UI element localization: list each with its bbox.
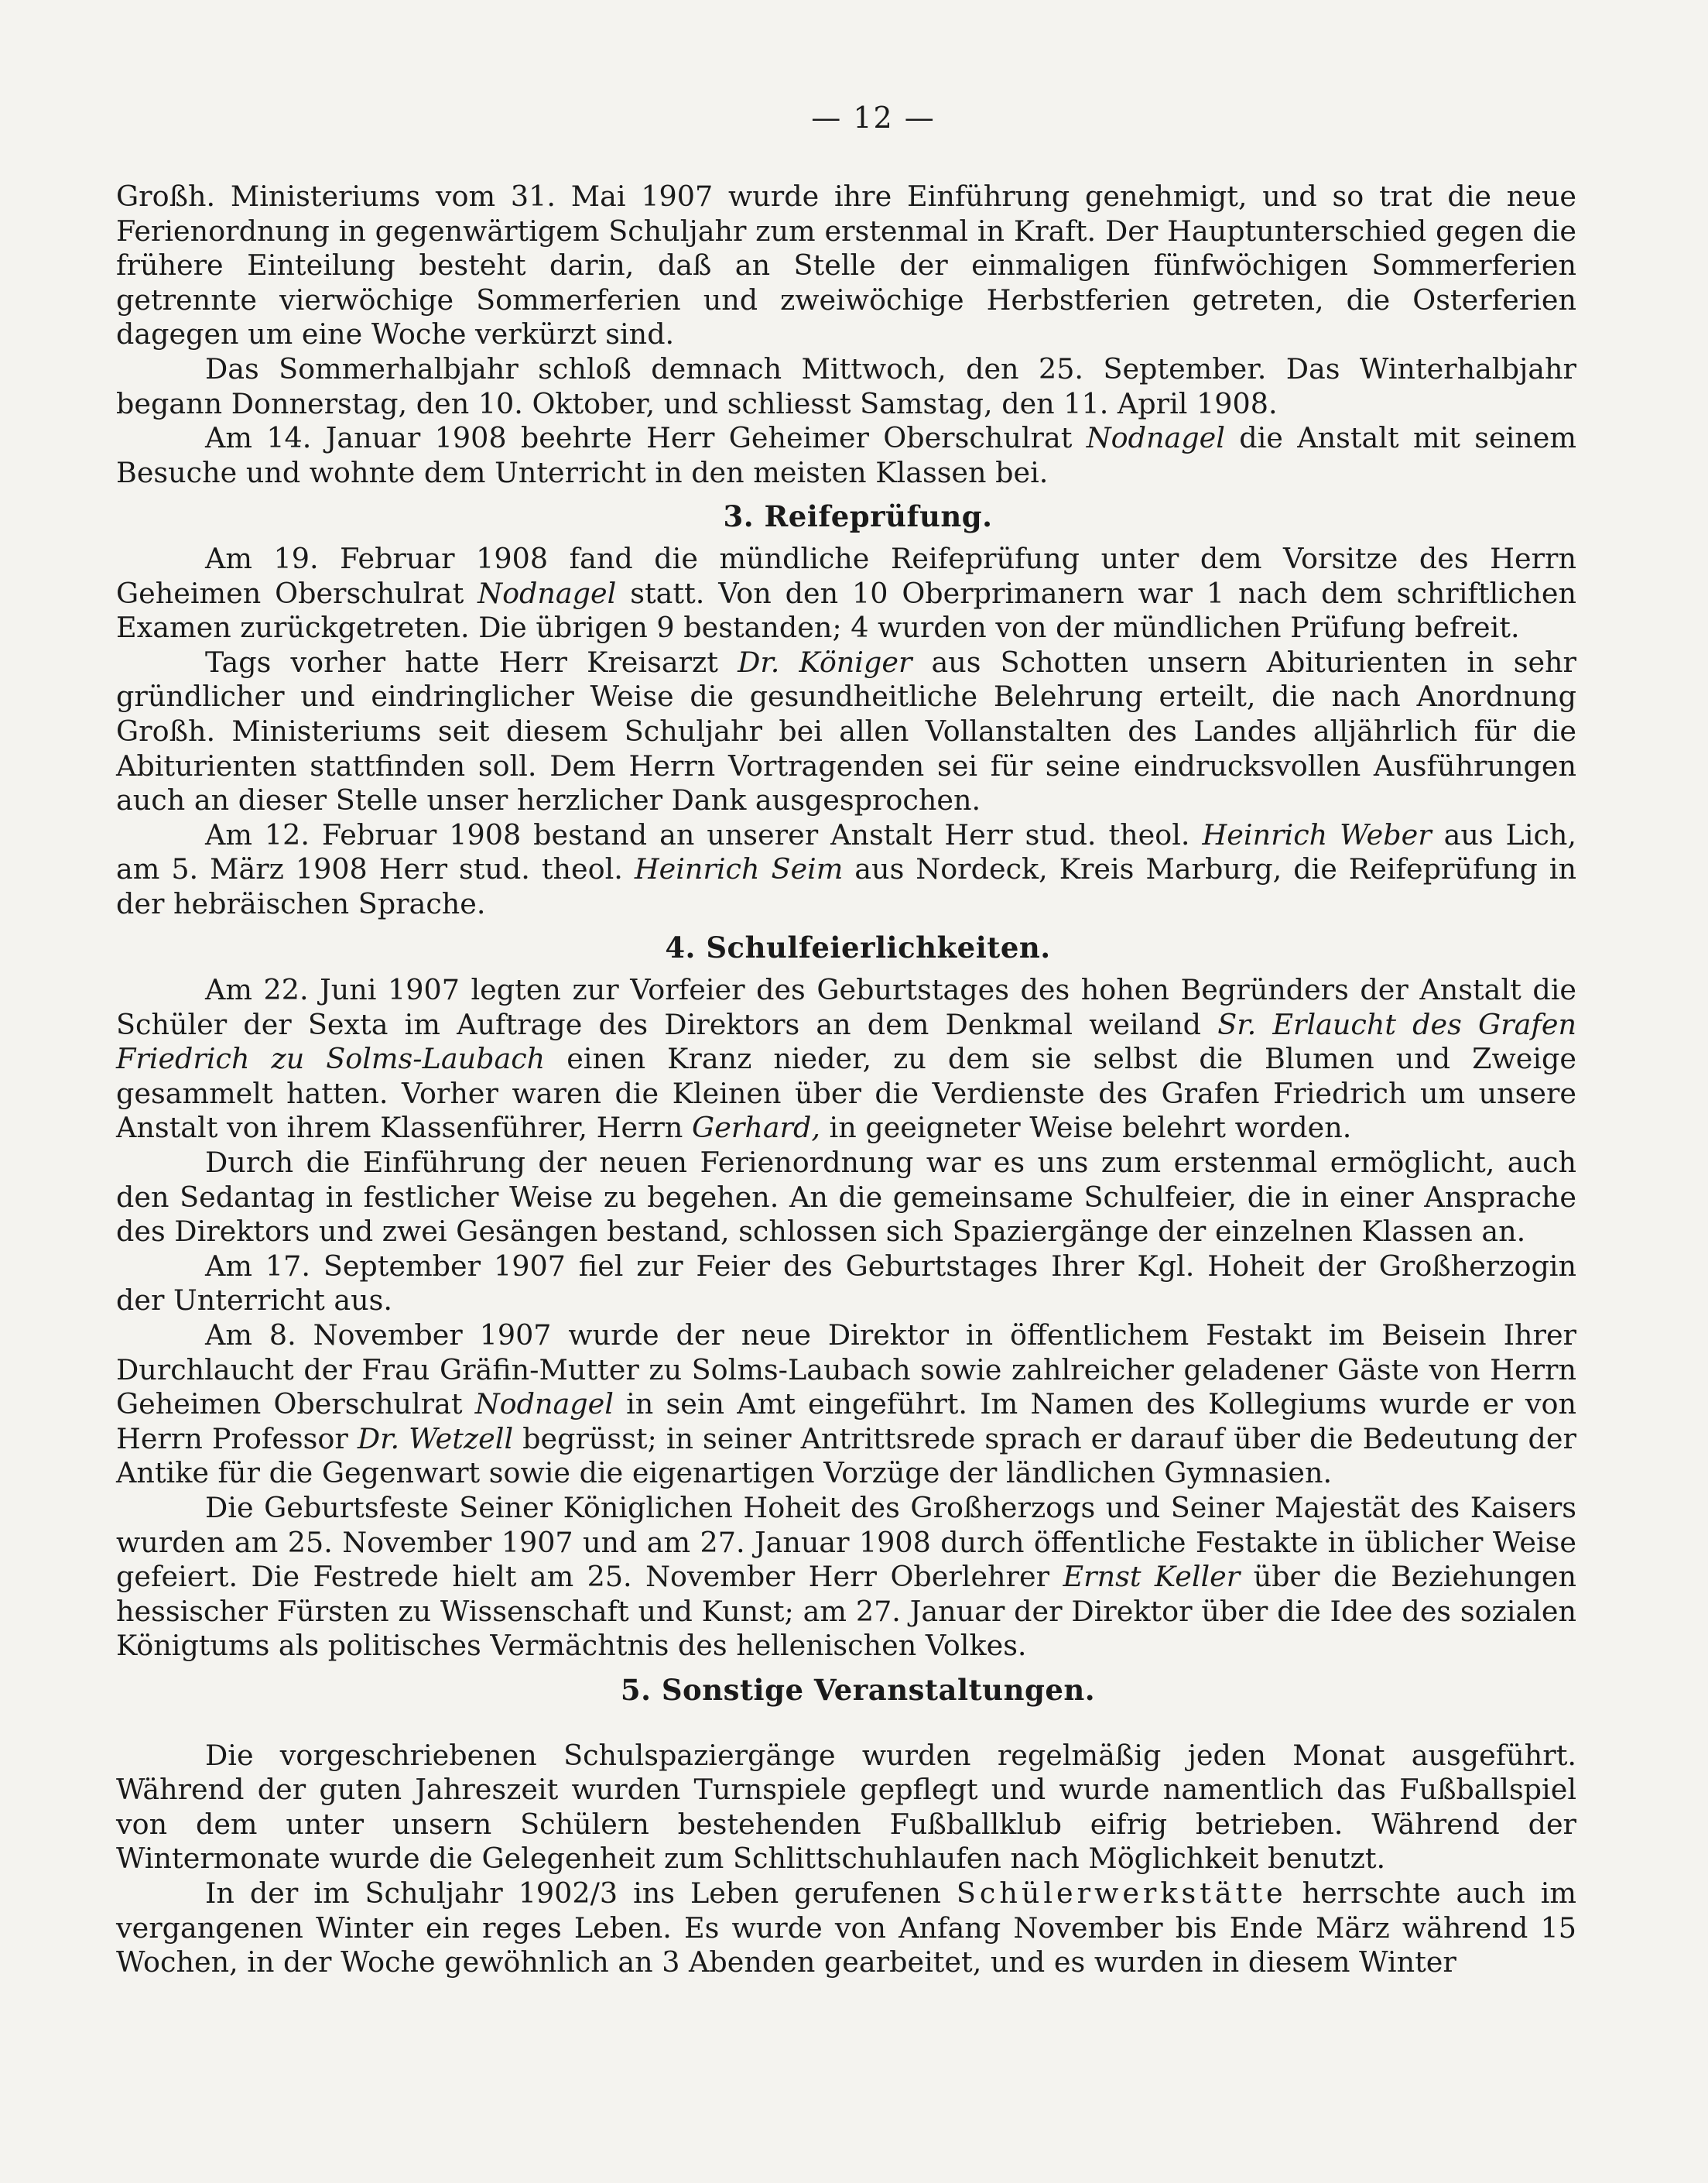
- text-run: 5. Sonstige Veranstaltungen.: [620, 1672, 1096, 1707]
- text-run: In der im Schuljahr 1902/3 ins Leben gerufenen: [205, 1876, 957, 1910]
- paragraph: [116, 180, 1576, 352]
- paragraph: [116, 1249, 1576, 1318]
- text-run: aus Lich, am 5. März 1908 Herr stud. theol.: [116, 817, 1577, 886]
- paragraph: [116, 421, 1576, 490]
- text-run: 3. Reifeprüfung.: [723, 499, 993, 534]
- text-run: Die Geburtsfeste Seiner Königlichen Hoheit des Großherzogs und Seiner Majestät des Kaisers wurden am 25. November 1907 und am 27. Januar 1908 durch öffentliche Festakte in üblicher Weise gefeiert. Die Festrede hielt am 25. November Herr Oberlehrer: [116, 1490, 1576, 1594]
- page-number: — 12 —: [811, 101, 936, 135]
- paragraph: [116, 1876, 1576, 1980]
- emphasis-text: Gerhard,: [692, 1111, 820, 1145]
- text-run: über die Beziehungen hessischer Fürsten zu Wissenschaft und Kunst; am 27. Januar der Direktor über die Idee des sozialen Königtums als politisches Vermächtnis des hellenischen Volkes.: [116, 1560, 1577, 1663]
- emphasis-text: Sr. Erlaucht des Grafen Friedrich zu Solms-Laubach: [116, 1007, 1577, 1076]
- text-run: statt. Von den 10 Oberprimanern war 1 nach dem schriftlichen Examen zurückgetreten. Die übrigen 9 bestanden; 4 wurden von der mündlichen Prüfung befreit.: [116, 576, 1576, 645]
- text-run: Am 8. November 1907 wurde der neue Direktor in öffentlichem Festakt im Beisein Ihrer Durchlaucht der Frau Gräfin-Mutter zu Solms-Laubach sowie zahlreicher geladener Gäste von Herrn Geheimen Oberschulrat: [116, 1318, 1576, 1421]
- text-run: Am 12. Februar 1908 bestand an unserer Anstalt Herr stud. theol.: [205, 817, 1203, 852]
- text-run: aus Schotten unsern Abiturienten in sehr gründlicher und eindringlicher Weise die gesundheitliche Belehrung erteilt, die nach Anordnung Großh. Ministeriums seit diesem Schuljahr bei allen Vollanstalten des Landes alljährlich für die Abiturienten stattfinden soll. Dem Herrn Vortragenden sei für seine eindrucksvollen Ausführungen auch an dieser Stelle unser herzlicher Dank ausgesprochen.: [116, 645, 1577, 817]
- text-run: Am 19. Februar 1908 fand die mündliche Reifeprüfung unter dem Vorsitze des Herrn Geheimen Oberschulrat: [116, 541, 1576, 610]
- text-run: Durch die Einführung der neuen Ferienordnung war es uns zum erstenmal ermöglicht, auch den Sedantag in festlicher Weise zu begehen. An die gemeinsame Schulfeier, die in einer Ansprache des Direktors und zwei Gesängen bestand, schlossen sich Spaziergänge der einzelnen Klassen an.: [116, 1146, 1576, 1249]
- text-run: Großh. Ministeriums vom 31. Mai 1907 wurde ihre Einführung genehmigt, und so trat die neue Ferienordnung in gegenwärtigem Schuljahr zum erstenmal in Kraft. Der Hauptunterschied gegen die frühere Einteilung besteht darin, daß an Stelle der einmaligen fünfwöchigen Sommerferien getrennte vierwöchige Sommerferien und zweiwöchige Herbstferien getreten, die Osterferien dagegen um eine Woche verkürzt sind.: [116, 180, 1576, 351]
- text-run: Die vorgeschriebenen Schulspaziergänge wurden regelmäßig jeden Monat ausgeführt. Während der guten Jahreszeit wurden Turnspiele gepflegt und wurde namentlich das Fußballspiel von dem unter unsern Schülern bestehenden Fußballklub eifrig betrieben. Während der Wintermonate wurde die Gelegenheit zum Schlittschuhlaufen nach Möglichkeit benutzt.: [116, 1738, 1576, 1876]
- emphasis-text: Heinrich Seim: [634, 852, 844, 886]
- paragraph: [116, 818, 1576, 922]
- emphasis-text: Dr. Wetzell: [357, 1421, 514, 1455]
- paragraph: [116, 973, 1576, 1146]
- paragraph: [116, 542, 1576, 646]
- text-run: Am 22. Juni 1907 legten zur Vorfeier des Geburtstages des hohen Begründers der Anstalt die Schüler der Sexta im Auftrage des Direktors an dem Denkmal weiland: [116, 973, 1576, 1041]
- emphasis-text: Nodnagel: [1086, 421, 1225, 455]
- text-run: Am 17. September 1907 fiel zur Feier des Geburtstages Ihrer Kgl. Hoheit der Großherzogin der Unterricht aus.: [116, 1249, 1576, 1318]
- document-body: [116, 180, 1576, 1980]
- spaced-text: Schülerwerkstätte: [956, 1876, 1287, 1910]
- section-heading: [139, 930, 1576, 965]
- section-heading: [139, 499, 1576, 534]
- paragraph: [116, 646, 1576, 818]
- emphasis-text: Nodnagel: [474, 1387, 614, 1421]
- text-run: in geeigneter Weise belehrt worden.: [820, 1111, 1352, 1145]
- text-run: einen Kranz nieder, zu dem sie selbst die Blumen und Zweige gesammelt hatten. Vorher waren die Kleinen über die Verdienste des Grafen Friedrich um unsere Anstalt von ihrem Klassenführer, Herrn: [116, 1042, 1576, 1145]
- text-run: die Anstalt mit seinem Besuche und wohnte dem Unterricht in den meisten Klassen bei.: [116, 421, 1577, 489]
- paragraph: [116, 1491, 1576, 1664]
- paragraph: [116, 1146, 1576, 1249]
- emphasis-text: Ernst Keller: [1063, 1560, 1241, 1594]
- paragraph: [116, 1318, 1576, 1491]
- paragraph: [116, 352, 1576, 421]
- text-run: herrschte auch im vergangenen Winter ein reges Leben. Es wurde von Anfang November bis Ende März während 15 Wochen, in der Woche gewöhnlich an 3 Abenden gearbeitet, und es wurden in diesem Winter: [116, 1876, 1576, 1979]
- text-run: 4. Schulfeierlichkeiten.: [665, 930, 1051, 965]
- text-run: Tags vorher hatte Herr Kreisarzt: [205, 645, 738, 679]
- text-run: in sein Amt eingeführt. Im Namen des Kollegiums wurde er von Herrn Professor: [116, 1387, 1576, 1455]
- text-run: begrüsst; in seiner Antrittsrede sprach er darauf über die Bedeutung der Antike für die Gegenwart sowie die eigenartigen Vorzüge der ländlichen Gymnasien.: [116, 1421, 1576, 1490]
- emphasis-text: Dr. Königer: [738, 645, 912, 679]
- text-run: aus Nordeck, Kreis Marburg, die Reifeprüfung in der hebräischen Sprache.: [116, 852, 1576, 920]
- emphasis-text: Heinrich Weber: [1202, 817, 1432, 852]
- emphasis-text: Nodnagel: [477, 576, 617, 610]
- paragraph: [116, 1739, 1576, 1876]
- text-run: Am 14. Januar 1908 beehrte Herr Geheimer Oberschulrat: [205, 421, 1087, 455]
- text-run: Das Sommerhalbjahr schloß demnach Mittwoch, den 25. September. Das Winterhalbjahr begann Donnerstag, den 10. Oktober, und schliesst Samstag, den 11. April 1908.: [116, 351, 1576, 420]
- section-heading: [139, 1673, 1576, 1708]
